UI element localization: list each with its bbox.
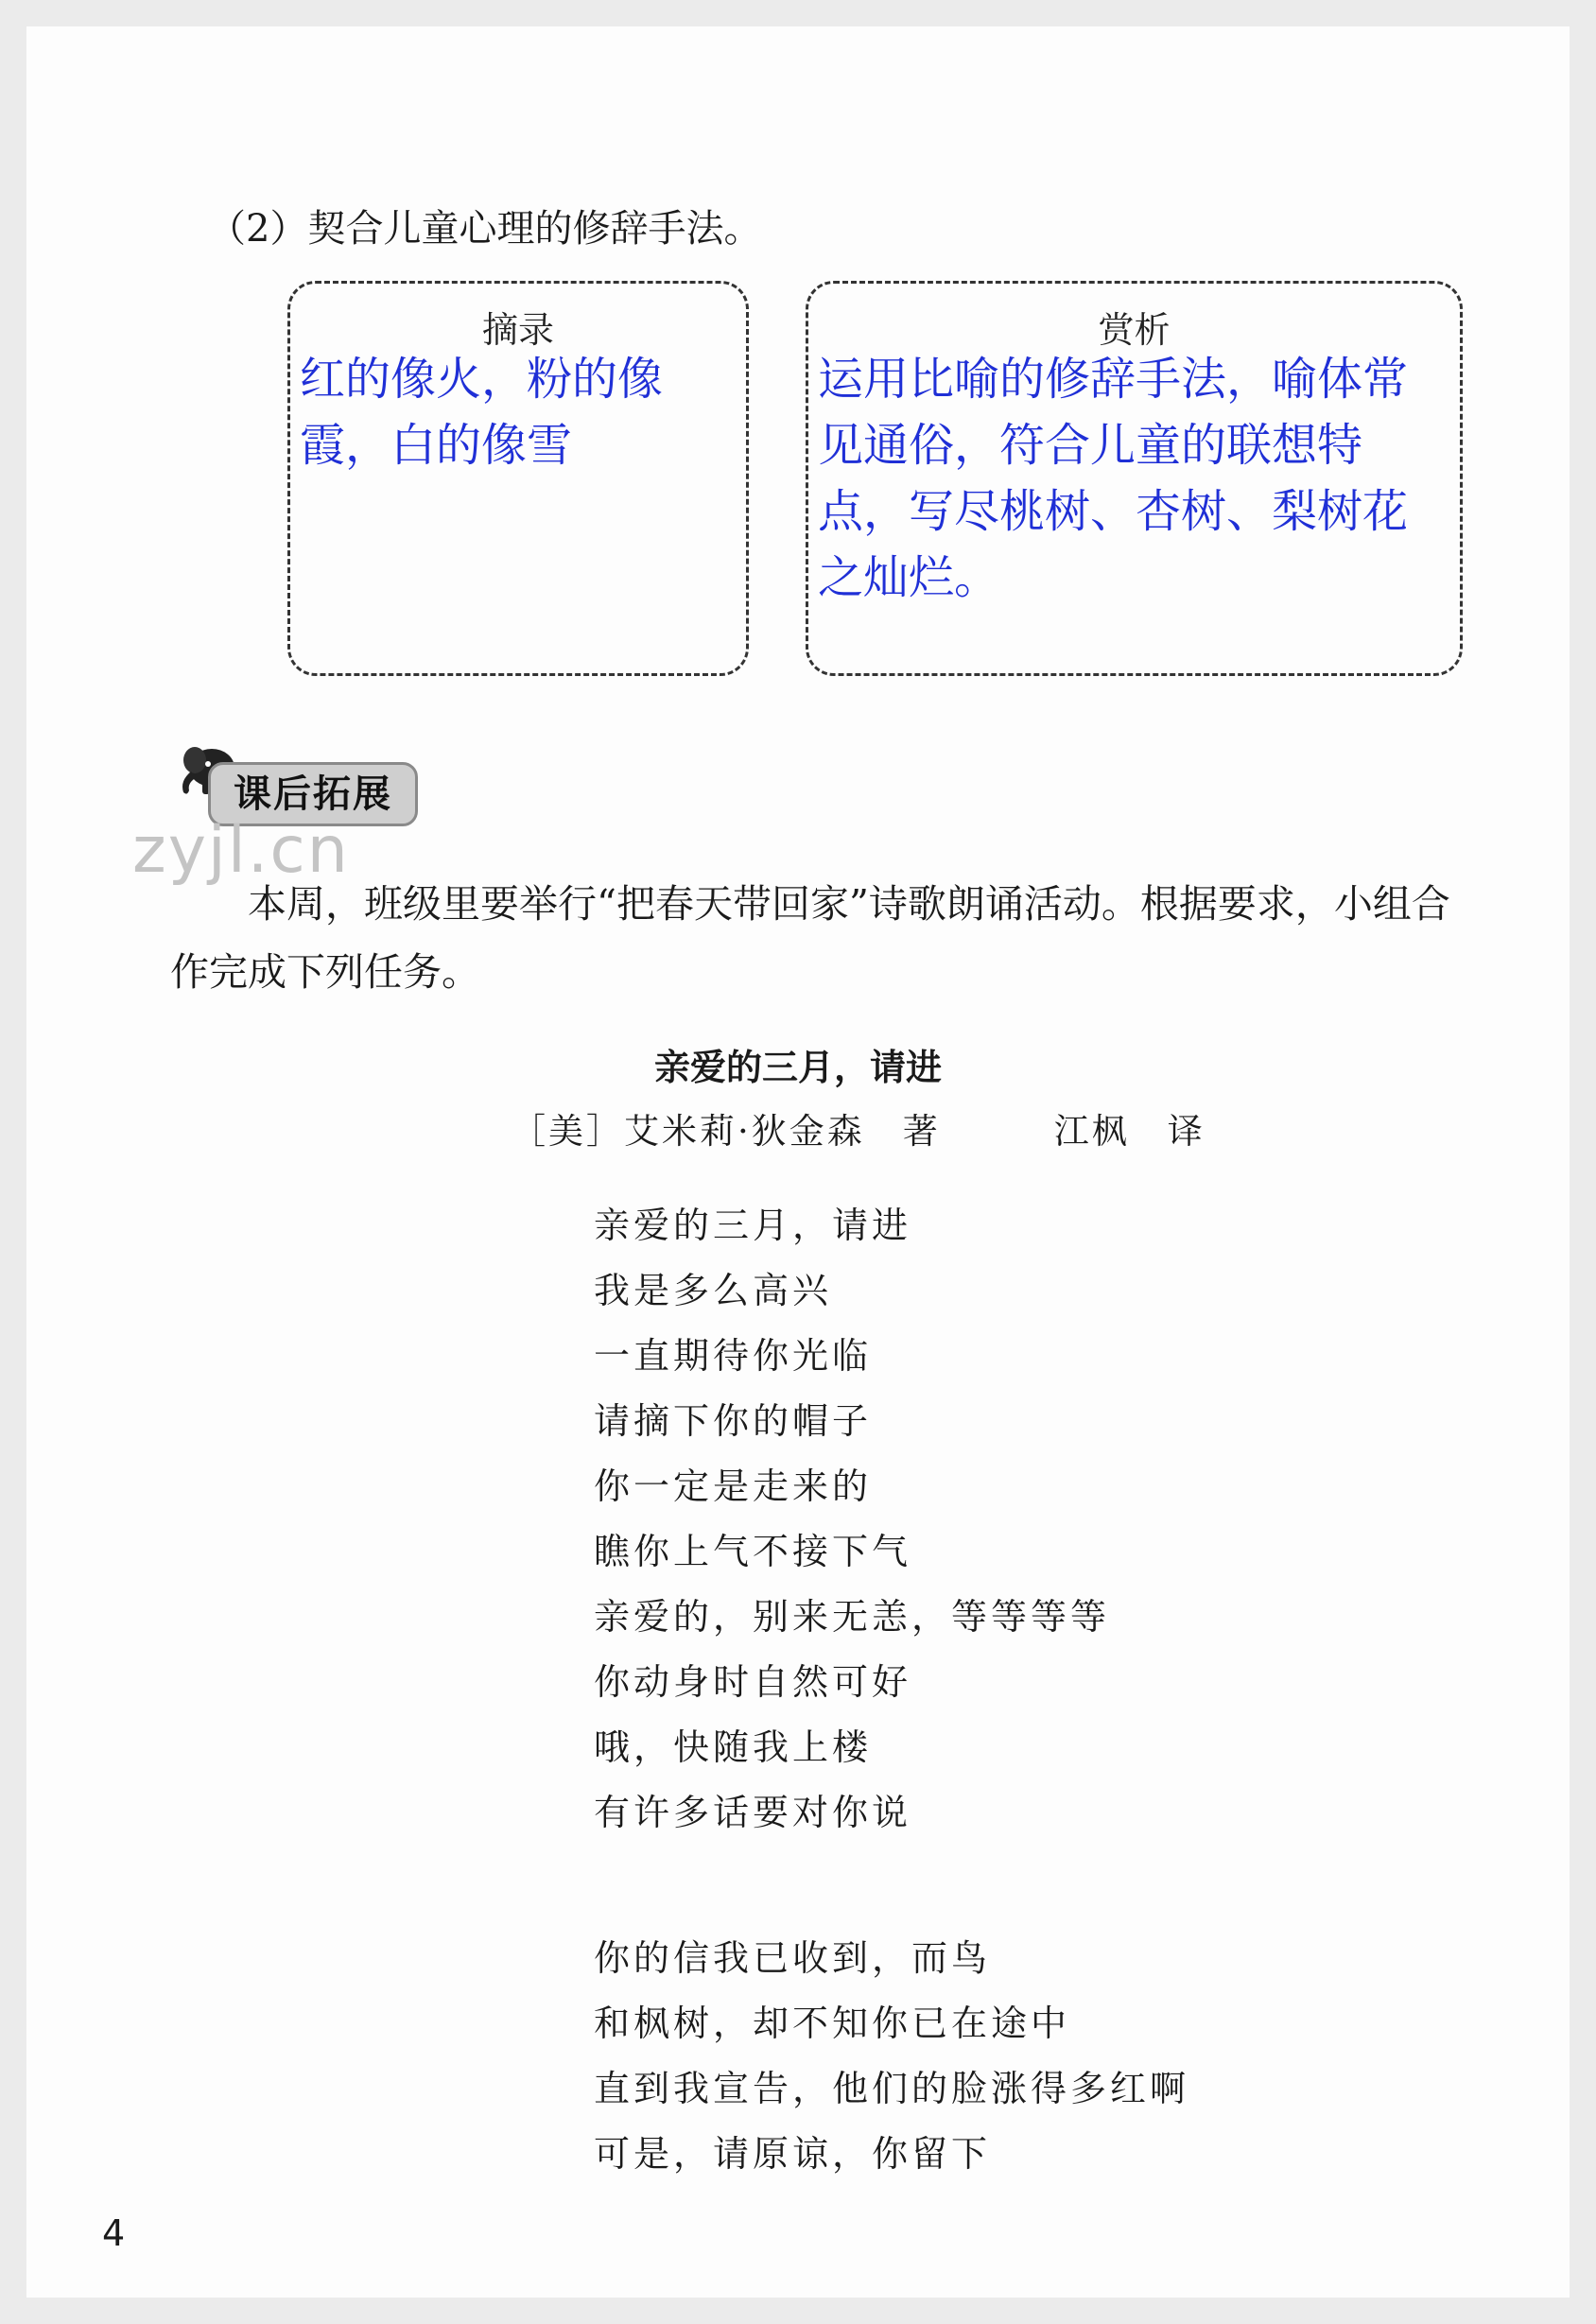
poem-line: 可是，请原谅，你留下 (594, 2133, 992, 2175)
watermark: zyjl.cn (132, 813, 350, 888)
poem-line: 亲爱的，别来无恙，等等等等 (594, 1596, 1111, 1638)
poem-line: 亲爱的三月，请进 (594, 1205, 912, 1246)
poem-line: 我是多么高兴 (594, 1270, 833, 1311)
analysis-title: 赏析 (1098, 309, 1171, 351)
poem-body (594, 1193, 1189, 2187)
poem-byline: ［美］艾米莉·狄金森 著 江枫 译 (511, 1111, 1206, 1152)
poem-line: 请摘下你的帽子 (594, 1400, 873, 1442)
poem-title: 亲爱的三月，请进 (653, 1047, 942, 1088)
page-number: 4 (102, 2212, 126, 2254)
analysis-answer: 运用比喻的修辞手法，喻体常见通俗，符合儿童的联想特点，写尽桃树、杏树、梨树花之灿烂。 (818, 353, 1409, 604)
stanza-break (594, 1846, 1189, 1926)
poem-line: 瞧你上气不接下气 (594, 1531, 912, 1572)
section-badge: 课后拓展 (208, 762, 418, 826)
excerpt-title: 摘录 (481, 309, 554, 351)
excerpt-answer: 红的像火，粉的像霞，白的像雪 (300, 353, 664, 472)
poem-line: 有许多话要对你说 (594, 1792, 912, 1833)
excerpt-box (287, 281, 749, 676)
analysis-box (806, 281, 1463, 676)
poem-line: 你动身时自然可好 (594, 1661, 912, 1703)
poem-line: 哦，快随我上楼 (594, 1726, 873, 1768)
poem-line: 和枫树，却不知你已在途中 (594, 2003, 1071, 2044)
poem-line: 你一定是走来的 (594, 1466, 873, 1507)
poem-line: 你的信我已收到，而鸟 (594, 1937, 992, 1979)
question-label: （2）契合儿童心理的修辞手法。 (208, 207, 762, 251)
poem-line: 直到我宣告，他们的脸涨得多红啊 (594, 2068, 1190, 2109)
intro-paragraph: 本周，班级里要举行“把春天带回家”诗歌朗诵活动。根据要求，小组合作完成下列任务。 (170, 881, 1450, 995)
poem-line: 一直期待你光临 (594, 1335, 873, 1377)
